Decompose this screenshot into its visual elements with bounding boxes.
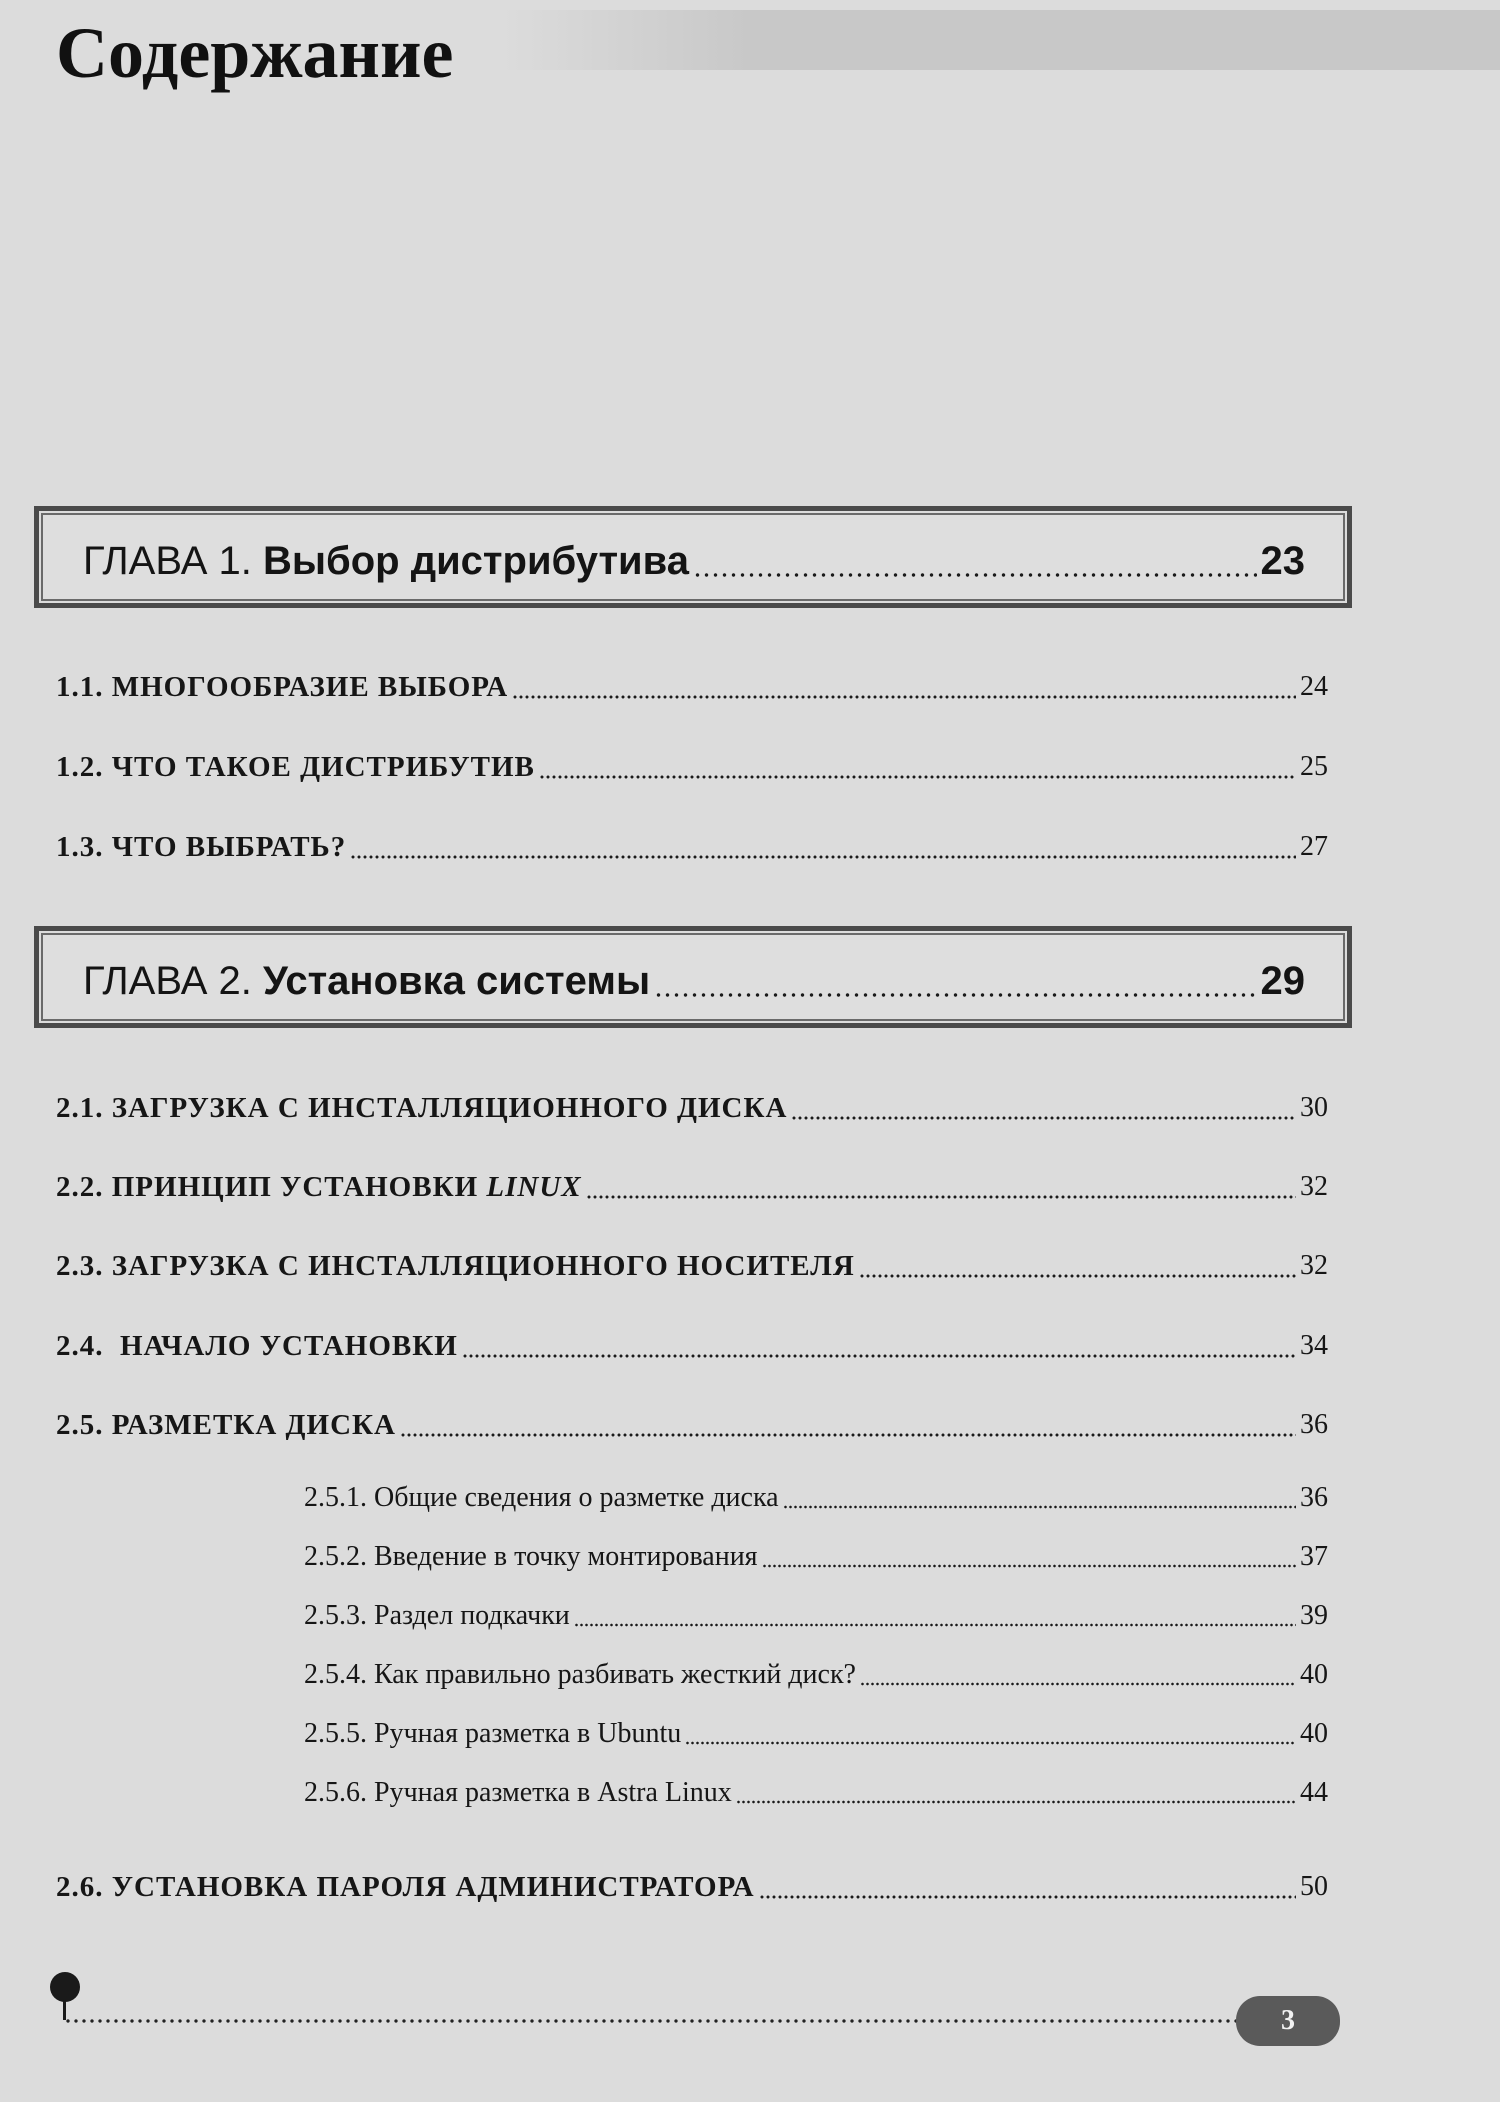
entry-title: ЧТО ТАКОЕ ДИСТРИБУТИВ bbox=[111, 751, 535, 783]
entry-title: ЗАГРУЗКА С ИНСТАЛЛЯЦИОННОГО НОСИТЕЛЯ bbox=[111, 1250, 855, 1282]
chapter-page: 29 bbox=[1260, 959, 1305, 1003]
entry-page: 32 bbox=[1300, 1171, 1328, 1202]
entry-title: ЗАГРУЗКА С ИНСТАЛЛЯЦИОННОГО ДИСКА bbox=[111, 1092, 788, 1124]
leader-dots bbox=[762, 1539, 1296, 1569]
toc-entry[interactable] bbox=[56, 667, 1328, 707]
chapter-1-box bbox=[34, 506, 1352, 608]
toc-entry[interactable] bbox=[56, 1167, 1328, 1207]
toc-subentry[interactable] bbox=[304, 1537, 1328, 1577]
entry-number: 2.4. bbox=[56, 1330, 120, 1362]
subentry-title: Как правильно разбивать жесткий диск? bbox=[374, 1659, 856, 1690]
toc-entry[interactable] bbox=[56, 827, 1328, 867]
subentry-page: 37 bbox=[1300, 1541, 1328, 1572]
leader-dots bbox=[736, 1775, 1296, 1805]
leader-dots bbox=[859, 1249, 1296, 1279]
toc-subentry[interactable] bbox=[304, 1714, 1328, 1754]
leader-dots bbox=[685, 1716, 1296, 1746]
entry-page: 50 bbox=[1300, 1871, 1328, 1902]
subentry-number: 2.5.2. bbox=[304, 1541, 374, 1572]
footer-stem bbox=[63, 1998, 66, 2020]
leader-dots bbox=[693, 539, 1257, 579]
leader-dots bbox=[350, 830, 1296, 860]
leader-dots bbox=[586, 1170, 1296, 1200]
chapter-title: Выбор дистрибутива bbox=[262, 539, 689, 583]
toc-subentry[interactable] bbox=[304, 1596, 1328, 1636]
entry-number: 2.6. bbox=[56, 1871, 112, 1903]
subentry-page: 44 bbox=[1300, 1777, 1328, 1808]
leader-dots bbox=[512, 670, 1296, 700]
chapter-2-box bbox=[34, 926, 1352, 1028]
subentry-number: 2.5.5. bbox=[304, 1718, 374, 1749]
subentry-title: Ручная разметка в Ubuntu bbox=[374, 1718, 682, 1749]
subentry-title: Раздел подкачки bbox=[374, 1600, 570, 1631]
page-title: Содержание bbox=[56, 13, 454, 93]
leader-dots bbox=[462, 1329, 1296, 1359]
leader-dots bbox=[574, 1598, 1296, 1628]
leader-dots bbox=[539, 750, 1296, 780]
toc-entry[interactable] bbox=[56, 747, 1328, 787]
entry-title: РАЗМЕТКА ДИСКА bbox=[111, 1409, 396, 1441]
entry-number: 2.5. bbox=[56, 1409, 112, 1441]
toc-subentry[interactable] bbox=[304, 1773, 1328, 1813]
toc-entry[interactable] bbox=[56, 1867, 1328, 1907]
entry-page: 30 bbox=[1300, 1092, 1328, 1123]
toc-entry[interactable] bbox=[56, 1088, 1328, 1128]
leader-dots bbox=[654, 959, 1256, 999]
entry-page: 34 bbox=[1300, 1330, 1328, 1361]
chapter-1-row[interactable] bbox=[83, 537, 1305, 585]
leader-dots bbox=[400, 1408, 1296, 1438]
subentry-number: 2.5.3. bbox=[304, 1600, 374, 1631]
subentry-title: Введение в точку монтирования bbox=[374, 1541, 758, 1572]
entry-number: 1.3. bbox=[56, 831, 112, 863]
chapter-label: ГЛАВА 2. bbox=[83, 959, 263, 1003]
entry-number: 1.1. bbox=[56, 671, 112, 703]
leader-dots bbox=[759, 1870, 1296, 1900]
subentry-page: 36 bbox=[1300, 1482, 1328, 1513]
subentry-title: Ручная разметка в Astra Linux bbox=[374, 1777, 732, 1808]
entry-page: 27 bbox=[1300, 831, 1328, 862]
subentry-number: 2.5.1. bbox=[304, 1482, 374, 1513]
entry-page: 36 bbox=[1300, 1409, 1328, 1440]
entry-title: НАЧАЛО УСТАНОВКИ bbox=[120, 1330, 458, 1362]
title-shade bbox=[500, 10, 1500, 70]
entry-number: 2.3. bbox=[56, 1250, 112, 1282]
entry-page: 32 bbox=[1300, 1250, 1328, 1281]
entry-number: 2.1. bbox=[56, 1092, 112, 1124]
toc-subentry[interactable] bbox=[304, 1655, 1328, 1695]
entry-number: 2.2. bbox=[56, 1171, 112, 1203]
entry-number: 1.2. bbox=[56, 751, 112, 783]
entry-title: МНОГООБРАЗИЕ ВЫБОРА bbox=[111, 671, 509, 703]
entry-title-italic: LINUX bbox=[486, 1171, 582, 1203]
page-number-badge: 3 bbox=[1236, 1996, 1340, 2046]
entry-title: ЧТО ВЫБРАТЬ? bbox=[111, 831, 347, 863]
entry-title: УСТАНОВКА ПАРОЛЯ АДМИНИСТРАТОРА bbox=[111, 1871, 755, 1903]
leader-dots bbox=[791, 1091, 1296, 1121]
subentry-title: Общие сведения о разметке диска bbox=[374, 1482, 779, 1513]
subentry-page: 40 bbox=[1300, 1659, 1328, 1690]
entry-page: 25 bbox=[1300, 751, 1328, 782]
toc-entry[interactable] bbox=[56, 1246, 1328, 1286]
entry-page: 24 bbox=[1300, 671, 1328, 702]
chapter-title: Установка системы bbox=[262, 959, 651, 1003]
leader-dots bbox=[783, 1480, 1296, 1510]
toc-entry[interactable] bbox=[56, 1405, 1328, 1445]
toc-entry[interactable] bbox=[56, 1326, 1328, 1366]
chapter-page: 23 bbox=[1260, 539, 1305, 583]
entry-title-main: ПРИНЦИП УСТАНОВКИ bbox=[111, 1171, 487, 1203]
entry-title bbox=[112, 1167, 582, 1207]
subentry-page: 40 bbox=[1300, 1718, 1328, 1749]
toc-subentry[interactable] bbox=[304, 1478, 1328, 1518]
subentry-number: 2.5.4. bbox=[304, 1659, 374, 1690]
subentry-number: 2.5.6. bbox=[304, 1777, 374, 1808]
subentry-page: 39 bbox=[1300, 1600, 1328, 1631]
chapter-2-row[interactable] bbox=[83, 957, 1305, 1005]
leader-dots bbox=[860, 1657, 1296, 1687]
footer-dotted-line bbox=[64, 2018, 1240, 2024]
chapter-label: ГЛАВА 1. bbox=[83, 539, 263, 583]
